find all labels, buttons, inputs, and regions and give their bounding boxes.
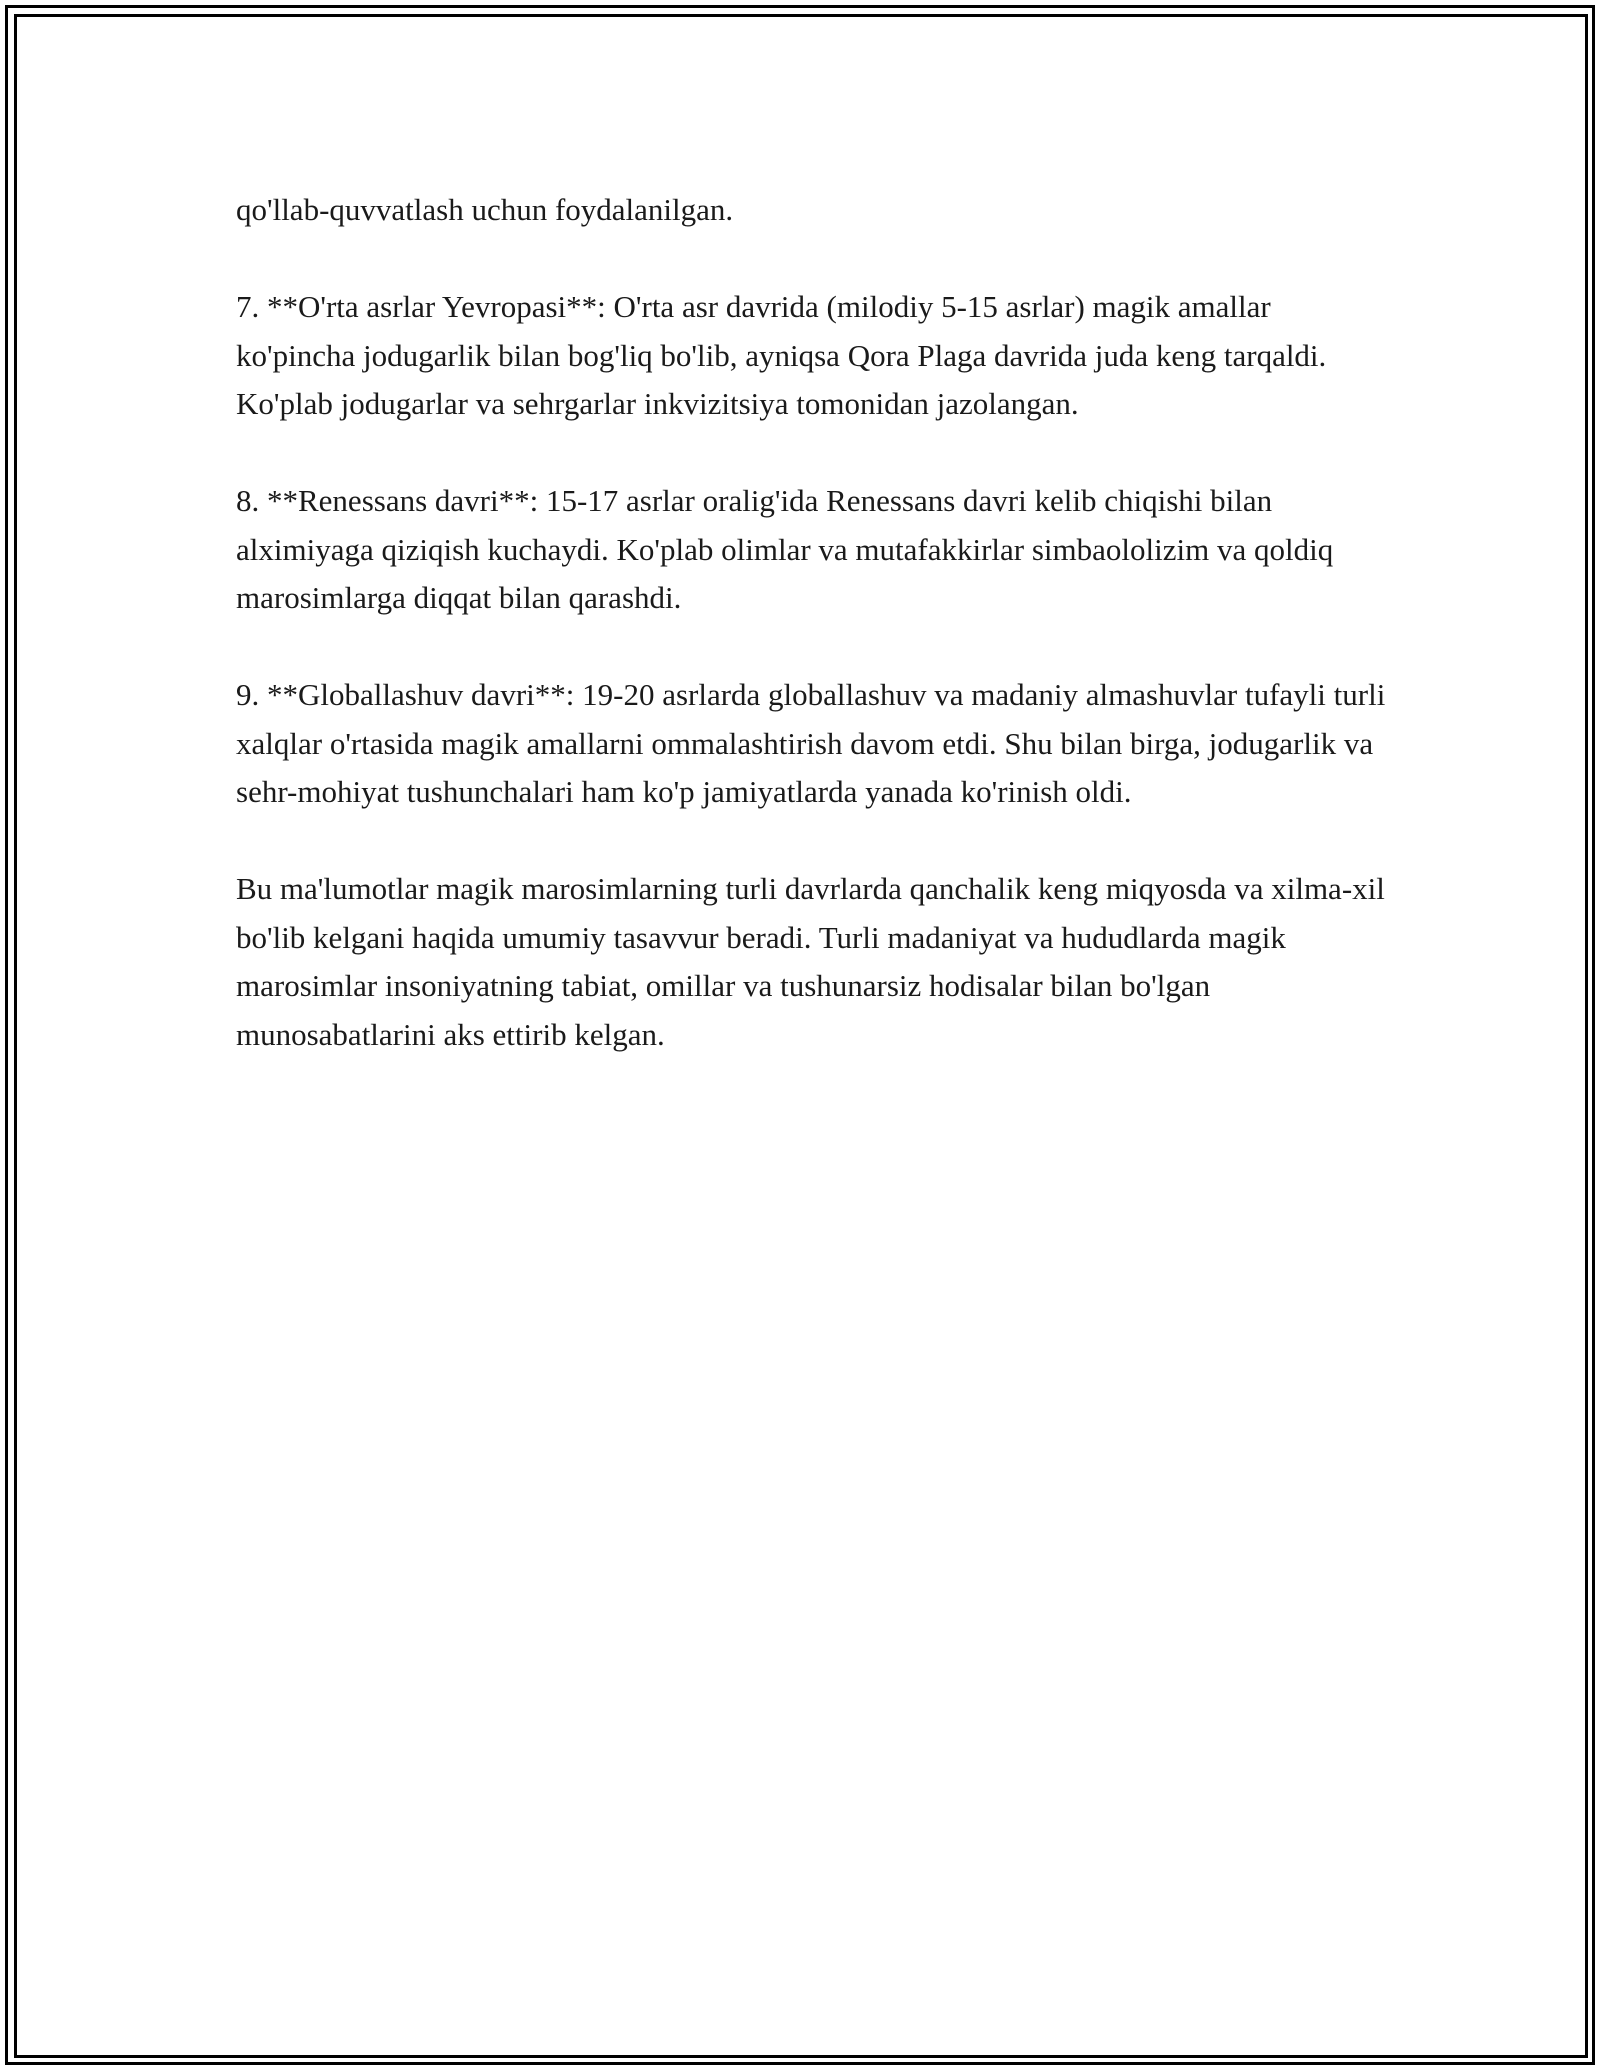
- document-body: [236, 186, 1386, 1108]
- paragraph-conclusion: Bu ma'lumotlar magik marosimlarning turli davrlarda qanchalik keng miqyosda va xilma-xil bo'lib kelgani haqida umumiy tasavvur beradi. Turli madaniyat va hududlarda magik marosimlar insoniyatning tabiat, omillar va tushunarsiz hodisalar bilan bo'lgan munosabatlarini aks ettirib kelgan.: [236, 871, 1385, 1052]
- paragraph-item-7: 7. **O'rta asrlar Yevropasi**: O'rta asr davrida (milodiy 5-15 asrlar) magik amallar ko'pincha jodugarlik bilan bog'liq bo'lib, ayniqsa Qora Plaga davrida juda keng tarqaldi. Ko'plab jodugarlar va sehrgarlar inkvizitsiya tomonidan jazolangan.: [236, 289, 1327, 421]
- paragraph-item-8: 8. **Renessans davri**: 15-17 asrlar oralig'ida Renessans davri kelib chiqishi bilan alximiyaga qiziqish kuchaydi. Ko'plab olimlar va mutafakkirlar simbaololizim va qoldiq marosimlarga diqqat bilan qarashdi.: [236, 483, 1334, 615]
- paragraph-continuation: qo'llab-quvvatlash uchun foydalanilgan.: [236, 192, 734, 227]
- paragraph-item-9: 9. **Globallashuv davri**: 19-20 asrlarda globallashuv va madaniy almashuvlar tufayli turli xalqlar o'rtasida magik amallarni ommalashtirish davom etdi. Shu bilan birga, jodugarlik va sehr-mohiyat tushunchalari ham ko'p jamiyatlarda yanada ko'rinish oldi.: [236, 677, 1386, 809]
